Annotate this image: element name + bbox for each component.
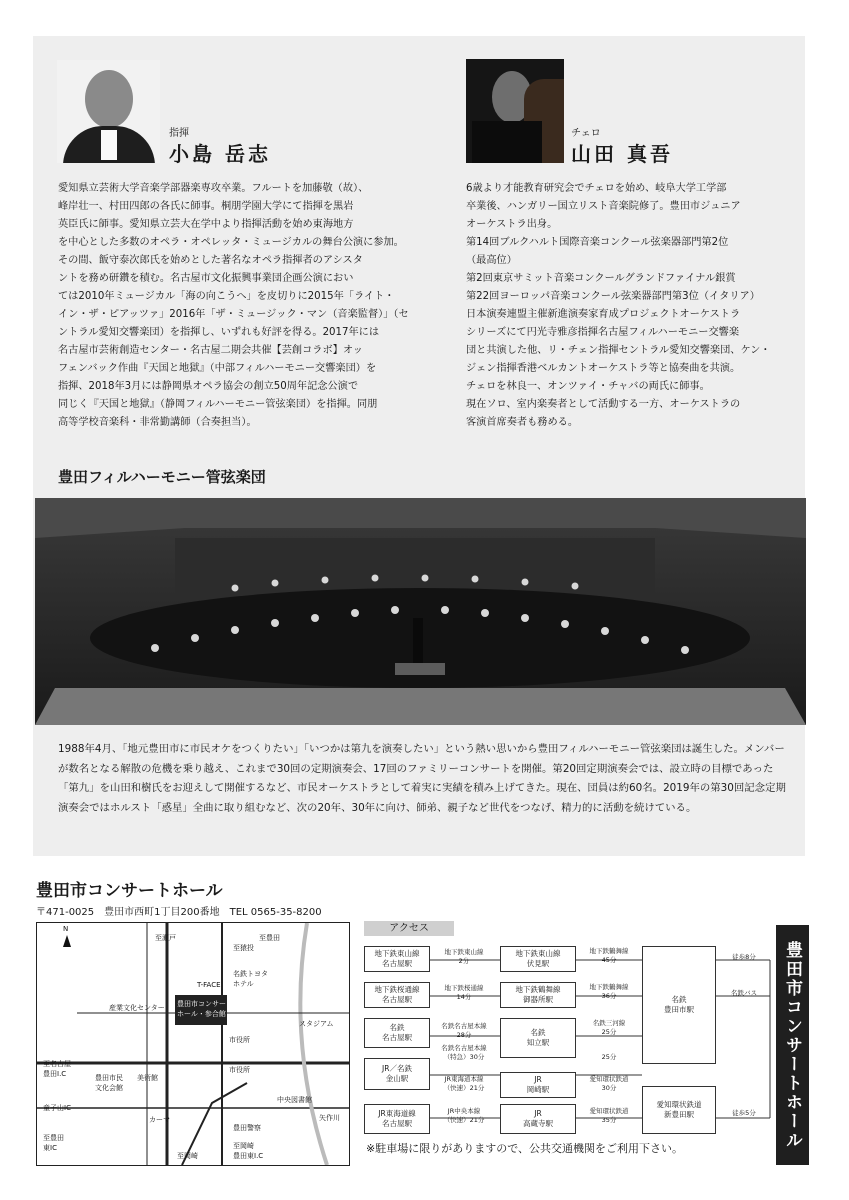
- parking-note: ※駐車場に限りがありますので、公共交通機関をご利用下さい。: [366, 1142, 683, 1155]
- cellist-photo: [466, 59, 564, 163]
- bio-line: 第14回ブルクハルト国際音楽コンクール弦楽器部門第2位: [466, 237, 729, 248]
- line-label: 徒歩5分: [732, 1109, 756, 1117]
- hall-title: 豊田市コンサートホール: [36, 881, 223, 901]
- bio-line: 現在ソロ、室内楽奏者として活動する一方、オーケストラの: [466, 399, 741, 410]
- station-box: JR東海道線 名古屋駅: [364, 1104, 430, 1134]
- station-box: 名鉄 知立駅: [500, 1018, 576, 1058]
- bio-line: 峰岸壮一、村田四郎の各氏に師事。桐朋学園大学にて指揮を黒岩: [58, 201, 354, 212]
- map-label: 至岡崎 豊田東I.C: [233, 1142, 264, 1160]
- map-label: スタジアム: [299, 1020, 334, 1028]
- bio-line: 同じく『天国と地獄』（静岡フィルハーモニー管弦楽団）を指揮。同朋: [58, 399, 378, 410]
- bio-line: その間、飯守泰次郎氏を始めとした著名なオペラ指揮者のアシスタ: [58, 255, 363, 266]
- bio-line: シリーズにて円光寺雅彦指揮名古屋フィルハーモニー交響楽: [466, 327, 740, 338]
- map-label: 美術館: [137, 1074, 158, 1082]
- bio-line: 英臣氏に師事。愛知県立芸大在学中より指揮活動を始め東海地方: [58, 219, 354, 230]
- line-label: 愛知環状鉄道 30分: [589, 1075, 629, 1092]
- conductor-role: 指揮: [169, 128, 189, 139]
- bio-line: 卒業後、ハンガリー国立リスト音楽院修了。豊田市ジュニア: [466, 201, 741, 212]
- map-roads: [37, 923, 349, 1165]
- orchestra-stage-graphic: [35, 498, 806, 725]
- station-box: 地下鉄桜通線 名古屋駅: [364, 982, 430, 1008]
- bio-line: 第22回ヨーロッパ音楽コンクール弦楽器部門第3位（イタリア）: [466, 291, 760, 302]
- line-label: JR中央本線 （快速）21分: [443, 1107, 485, 1124]
- map-label: 市役所: [229, 1036, 250, 1044]
- bio-line: 第2回東京サミット音楽コンクールグランドファイナル銀賞: [466, 273, 736, 284]
- station-box: JR 高蔵寺駅: [500, 1104, 576, 1134]
- bio-line: フェンバック作曲『天国と地獄』（中部フィルハーモニー交響楽団）を: [58, 363, 377, 374]
- line-label: 25分: [601, 1053, 617, 1061]
- map-label: 豊田警察: [233, 1124, 261, 1132]
- bio-line: 指揮、2018年3月には静岡県オペラ協会の創立50周年記念公演で: [58, 381, 359, 392]
- access-title: アクセス: [364, 921, 454, 936]
- station-box: JR 岡崎駅: [500, 1072, 576, 1098]
- line-label: 徒歩8分: [732, 953, 756, 961]
- map-label: 至豊田: [259, 934, 280, 942]
- cellist-role: チェロ: [571, 128, 601, 139]
- orchestra-title: 豊田フィルハーモニー管弦楽団: [58, 468, 266, 486]
- conductor-photo: [57, 60, 160, 163]
- bio-line: ントラル愛知交響楽団）を指揮し、いずれも好評を得る。2017年には: [58, 327, 380, 338]
- station-box: 地下鉄鶴舞線 御器所駅: [500, 982, 576, 1008]
- station-box: 愛知環状鉄道 新豊田駅: [642, 1086, 716, 1134]
- map-label: 豊田市民 文化会館: [95, 1074, 123, 1092]
- line-label: 地下鉄鶴舞線 45分: [589, 947, 629, 964]
- bio-line: 団と共演した他、リ・チェン指揮セントラル愛知交響楽団、ケン・: [466, 345, 771, 356]
- bio-line: 愛知県立芸術大学音楽学部器楽専攻卒業。フルートを加藤敬（故）、: [58, 183, 369, 194]
- bio-line: チェロを林良一、オンツァイ・チャバの両氏に師事。: [466, 381, 710, 392]
- map-label: 産業文化センター: [109, 1004, 165, 1012]
- map-label: 名鉄トヨタ ホテル: [233, 970, 268, 988]
- map-label: 至瀬戸: [155, 934, 176, 942]
- bio-line: イン・ザ・ピアッツァ」2016年「ザ・ミュージック・マン（音楽監督）」（セ: [58, 309, 409, 320]
- map-label: 豊田市コンサート ホール・参合館: [177, 1000, 233, 1018]
- orchestra-photo: [35, 498, 806, 725]
- line-label: 名鉄バス: [731, 989, 757, 997]
- line-label: 名鉄名古屋本線 （特急）30分: [441, 1044, 487, 1061]
- map-label: T-FACE: [197, 981, 221, 989]
- station-box: 名鉄 豊田市駅: [642, 946, 716, 1064]
- map-label: 中央図書館: [277, 1096, 312, 1104]
- orchestra-description: 1988年4月、「地元豊田市に市民オケをつくりたい」「いつかは第九を演奏したい」という熱い思いから豊田フィルハーモニー管弦楽団は誕生した。メンバーが数名となる解散の危機を乗り越え、これまで30回の定期演奏会、17回のファミリーコンサートを開催。第20回定期演奏会では、設立時の目標であった「第九」を山田和樹氏をお迎えして開催するなど、市民オーケストラとして着実に実績を積み上げてきた。現在、団員は約60名。2019年の第30回記念定期演奏会ではホルスト「惑星」全曲に取り組むなど、次の20年、30年に向け、師弟、親子など世代をつなげ、精力的に活動を続けている。: [58, 743, 786, 814]
- bio-line: ては2010年ミュージカル「海の向こうへ」を皮切りに2015年「ライト・: [58, 291, 395, 302]
- bio-line: オーケストラ出身。: [466, 219, 558, 230]
- station-box: JR／名鉄 金山駅: [364, 1058, 430, 1090]
- conductor-bio: [58, 180, 438, 432]
- map-label: 童子山IC: [43, 1104, 71, 1112]
- map-label: 至猿投: [233, 944, 254, 952]
- bio-line: 客演首席奏者も務める。: [466, 417, 579, 428]
- line-label: 愛知環状鉄道 35分: [589, 1107, 629, 1124]
- bio-line: ントを務め研鑽を積む。名古屋市文化振興事業団企画公演におい: [58, 273, 354, 284]
- station-box: 地下鉄東山線 名古屋駅: [364, 946, 430, 972]
- line-label: JR東海道本線 （快速）21分: [443, 1075, 485, 1092]
- cellist-name: 山田 真吾: [571, 142, 673, 166]
- access-map: [36, 922, 350, 1166]
- map-label: 市役所: [229, 1066, 250, 1074]
- bio-line: 名古屋市芸術創造センター・名古屋二期会共催【芸創コラボ】オッ: [58, 345, 363, 356]
- hall-address: 〒471-0025 豊田市西町1丁目200番地 TEL 0565-35-8200: [36, 907, 322, 918]
- bio-line: を中心とした多数のオペラ・オペレッタ・ミュージカルの舞台公演に参加。: [58, 237, 404, 248]
- line-label: 地下鉄東山線 2分: [444, 948, 484, 965]
- map-label: 至岡崎: [177, 1152, 198, 1160]
- bio-line: 高等学校音楽科・非常勤講師（合奏担当）。: [58, 417, 257, 428]
- map-label: 矢作川: [319, 1114, 340, 1122]
- map-label: 至名古屋 豊田I.C: [43, 1060, 71, 1078]
- cellist-bio: [466, 180, 796, 432]
- map-north: N: [63, 925, 69, 933]
- hall-vertical-label: 豊田市コンサートホール: [776, 925, 809, 1165]
- line-label: 名鉄名古屋本線 28分: [441, 1022, 487, 1039]
- bio-line: （最高位）: [466, 255, 517, 266]
- station-box: 名鉄 名古屋駅: [364, 1018, 430, 1048]
- line-label: 地下鉄鶴舞線 36分: [589, 983, 629, 1000]
- line-label: 名鉄三河線 25分: [592, 1019, 626, 1036]
- bio-line: 6歳より才能教育研究会でチェロを始め、岐阜大学工学部: [466, 183, 727, 194]
- bio-line: 日本演奏連盟主催新進演奏家育成プロジェクトオーケストラ: [466, 309, 741, 320]
- map-label: 至豊田 東IC: [43, 1134, 64, 1152]
- conductor-name: 小島 岳志: [169, 142, 271, 166]
- bio-line: ジェン指揮香港ベルカントオーケストラ等と協奏曲を共演。: [466, 363, 741, 374]
- line-label: 地下鉄桜通線 14分: [444, 984, 484, 1001]
- map-label: カーマ: [149, 1116, 170, 1124]
- station-box: 地下鉄東山線 伏見駅: [500, 946, 576, 972]
